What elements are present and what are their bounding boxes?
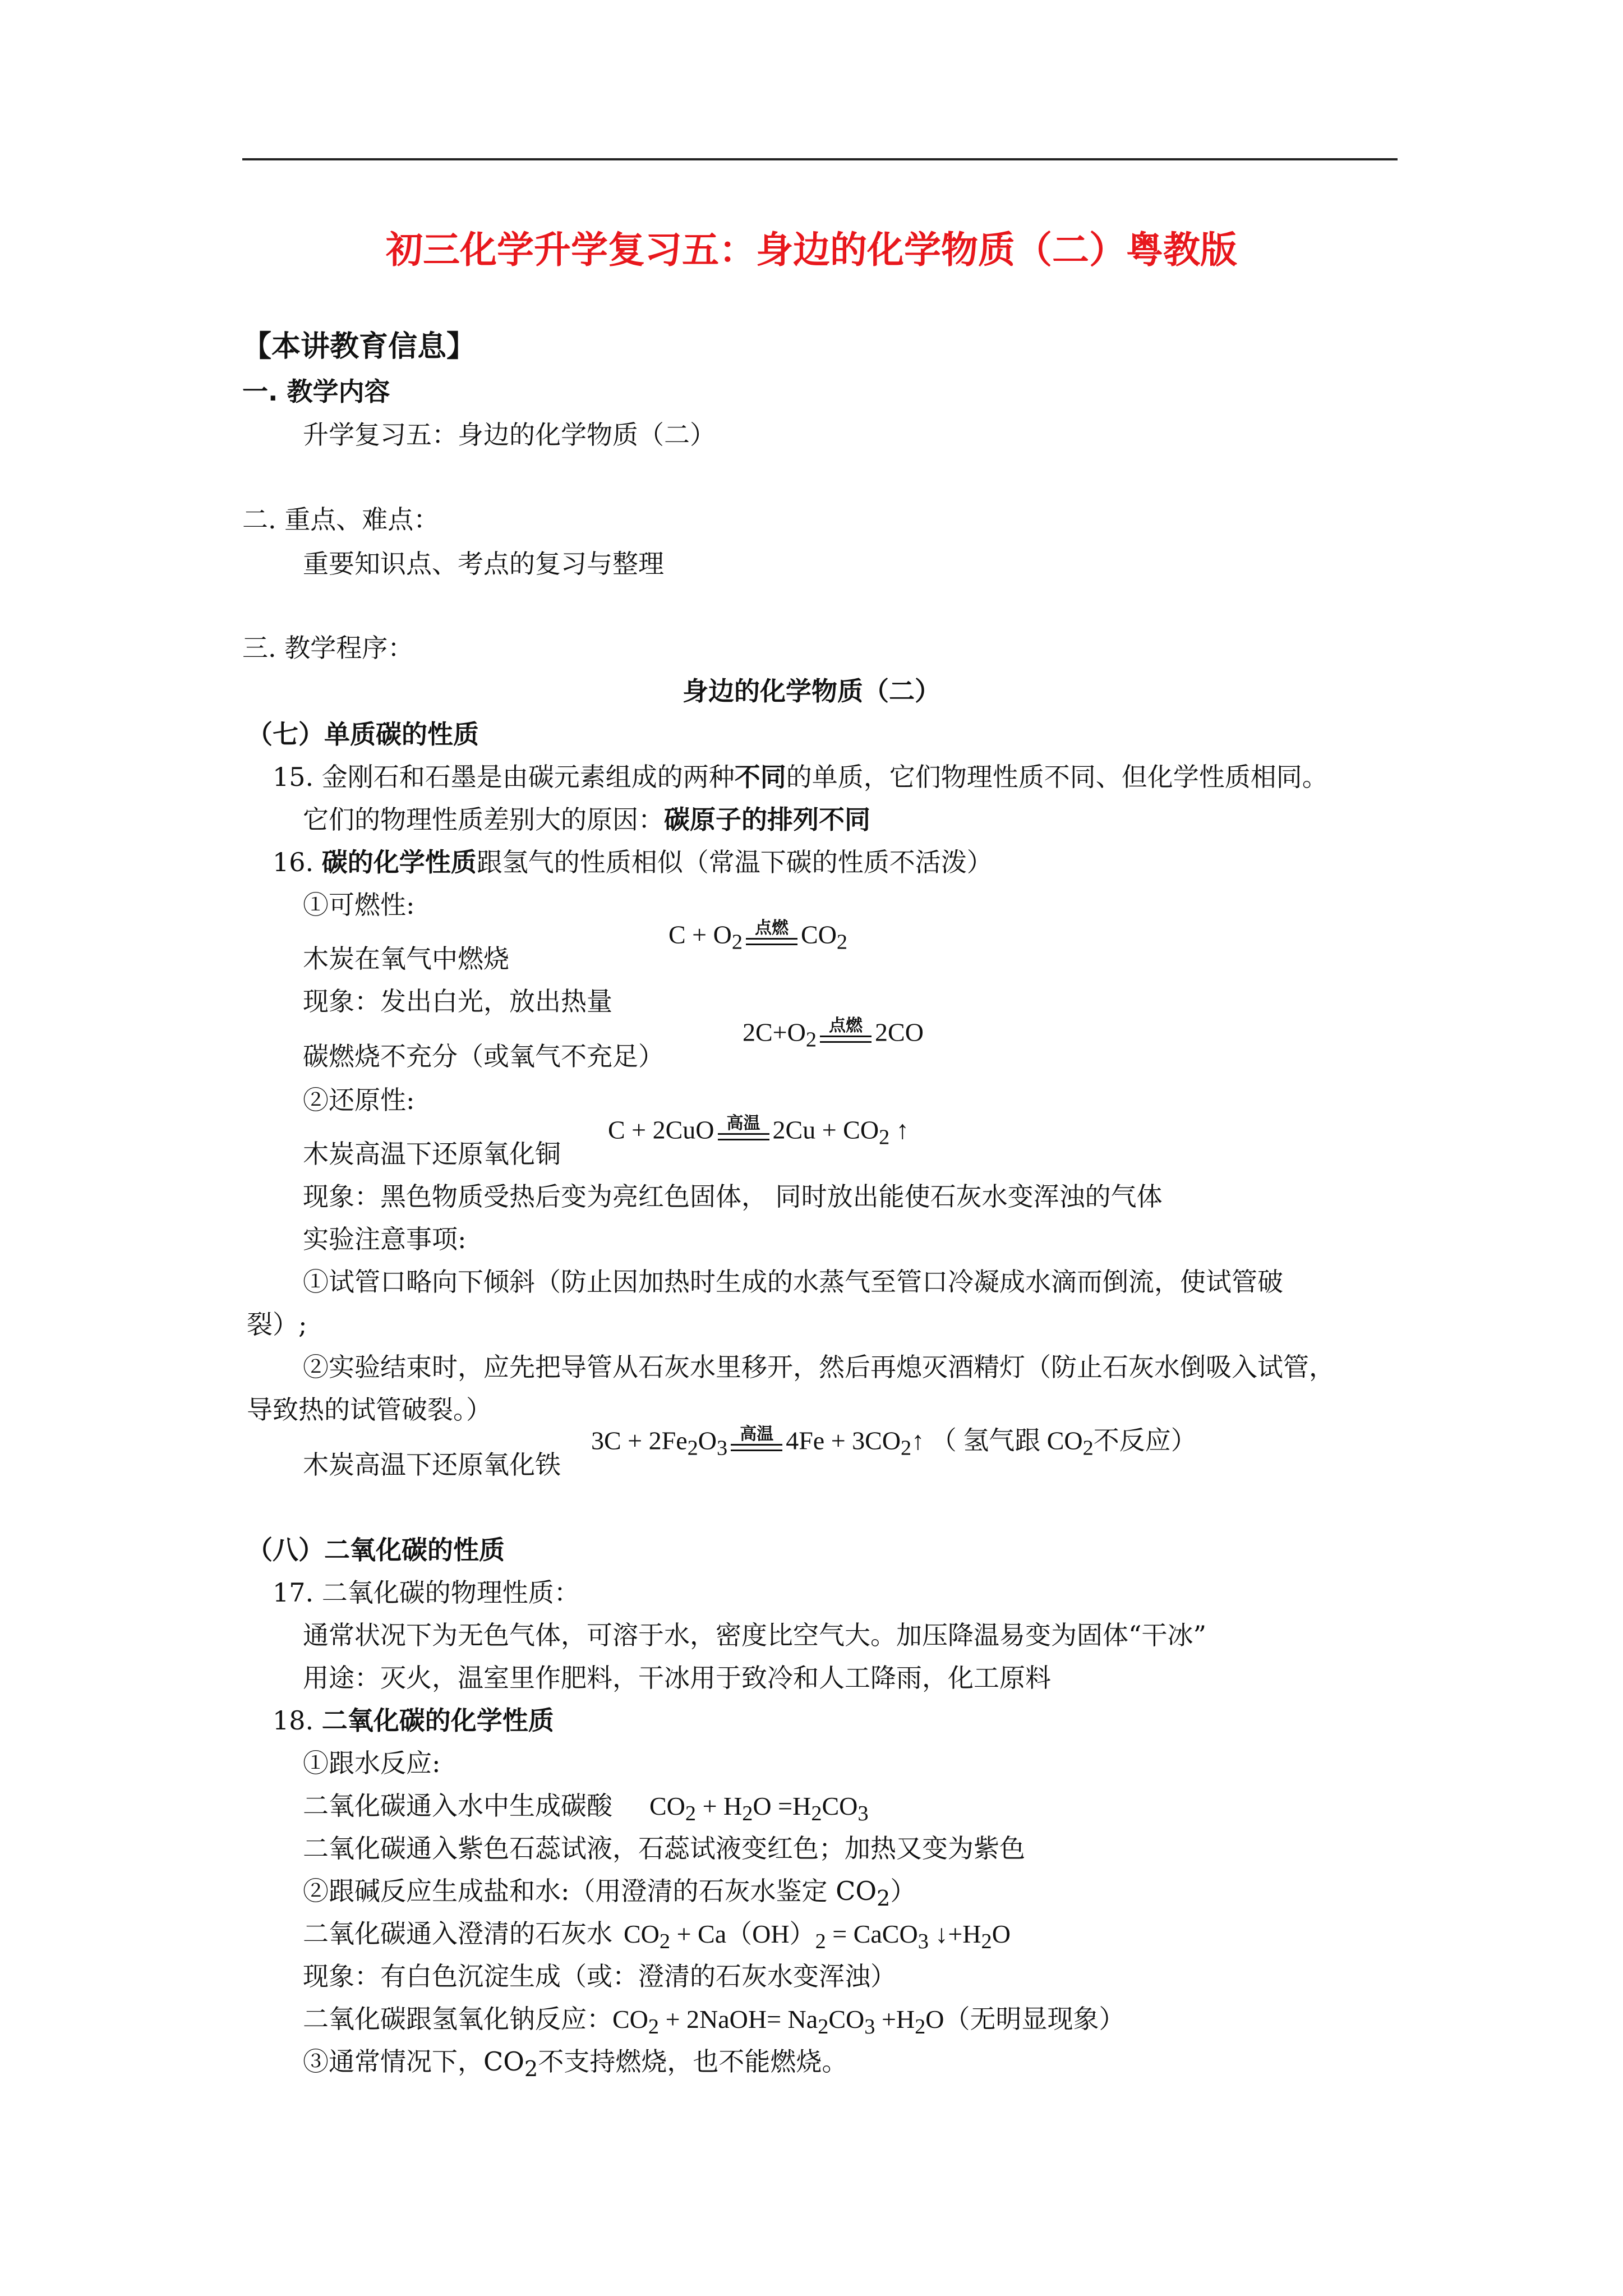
note-1-line1: ①试管口略向下倾斜（防止因加热时生成的水蒸气至管口冷凝成水滴而倒流，使试管破 [303, 1267, 1283, 1297]
r4-left-a: 3C + 2Fe [591, 1426, 688, 1455]
r1-right: CO [801, 920, 837, 949]
item-16-bold: 碳的化学性质 [321, 847, 477, 877]
n1-d: +H [875, 2005, 915, 2033]
section-header: 【本讲教育信息】 [242, 330, 476, 364]
n1-c: CO [828, 2005, 865, 2033]
note-1-line2: 裂）; [247, 1309, 307, 1340]
r1-equals [746, 938, 797, 945]
water-reaction-eq [649, 1792, 869, 1826]
n1-sub1: 2 [648, 2015, 660, 2039]
r4-note-sub: 2 [1082, 1436, 1094, 1460]
s1-text: 升学复习五：身边的化学物质（二） [303, 420, 716, 450]
note-2-line2: 导致热的试管破裂。） [247, 1395, 492, 1425]
item-16 [273, 849, 993, 875]
observation-3: 现象：有白色沉淀生成（或：澄清的石灰水变浑浊） [303, 1961, 896, 1991]
fire-line [303, 2046, 848, 2082]
item-15-text-a: 15. 金刚石和石墨是由碳元素组成的两种 [273, 762, 735, 792]
base-sub: 2 [877, 1886, 891, 1912]
reaction3-label: 木炭高温下还原氧化铜 [303, 1139, 561, 1169]
naoh-eq [612, 2005, 1125, 2039]
r2-right: 2CO [875, 1018, 924, 1047]
water-reaction-label: 二氧化碳通入水中生成碳酸 [303, 1791, 612, 1821]
r1-right-sub: 2 [836, 930, 848, 954]
r4-note-a: （ 氢气跟 CO [930, 1426, 1083, 1455]
base-label-b: ） [890, 1876, 916, 1906]
w1-sub4: 3 [857, 1802, 869, 1826]
w1-sub2: 2 [742, 1802, 753, 1826]
r1-sub: 2 [731, 930, 743, 954]
s1-heading: 一. 教学内容 [242, 376, 390, 407]
item-15-reason-bold: 碳原子的排列不同 [664, 804, 870, 835]
reaction1-label: 木炭在氧气中燃烧 [303, 944, 509, 974]
n1-b: + 2NaOH= Na [659, 2005, 818, 2033]
r4-note-b: 不反应） [1093, 1426, 1197, 1455]
r3-sub: 2 [879, 1125, 890, 1149]
r2-cond-text: 点燃 [829, 1016, 863, 1036]
r4-equals [731, 1444, 782, 1451]
l1-b: + Ca（OH） [670, 1920, 815, 1948]
r3-right: 2Cu + CO [772, 1115, 879, 1144]
r4-sub-2: 2 [687, 1436, 698, 1460]
s3-heading: 三. 教学程序： [242, 633, 414, 663]
w1-c: O =H [753, 1792, 811, 1820]
w1-sub1: 2 [685, 1802, 697, 1826]
l1-a: CO [624, 1920, 660, 1948]
r3-left: C + 2CuO [608, 1115, 714, 1144]
w1-b: + H [696, 1792, 743, 1820]
limewater-reaction [303, 1918, 1011, 1954]
base-label-a: ②跟碱反应生成盐和水:（用澄清的石灰水鉴定 CO [303, 1876, 877, 1906]
r3-gas-arrow: ↑ [896, 1115, 909, 1144]
r1-left: C + O [668, 920, 732, 949]
l1-e: O [992, 1920, 1011, 1948]
item-18 [273, 1705, 554, 1736]
r3-cond-text: 高温 [726, 1114, 760, 1133]
item-15-reason-text: 它们的物理性质差别大的原因： [303, 804, 664, 835]
n1-a: CO [612, 2005, 648, 2033]
r2-condition [820, 1018, 872, 1051]
item-16-text: 跟氢气的性质相似（常温下碳的性质不活泼） [476, 847, 993, 877]
page-title: 初三化学升学复习五：身边的化学物质（二）粤教版 [386, 228, 1237, 272]
r4-left-b: O [698, 1426, 717, 1455]
water-label: ①跟水反应: [303, 1748, 441, 1778]
part7-heading: （七）单质碳的性质 [247, 719, 479, 749]
part8-heading: （八）二氧化碳的性质 [247, 1535, 505, 1565]
n1-e: O（无明显现象） [925, 2005, 1125, 2033]
water-reaction [303, 1793, 869, 1825]
l1-c: = CaCO [826, 1920, 918, 1948]
r2-left: 2C+O [743, 1018, 806, 1047]
litmus-line: 二氧化碳通入紫色石蕊试液，石蕊试液变红色；加热又变为紫色 [303, 1833, 1025, 1864]
section-subtitle: 身边的化学物质（二） [683, 676, 940, 706]
w1-d: CO [822, 1792, 858, 1820]
naoh-label: 二氧化碳跟氢氧化钠反应： [303, 2004, 612, 2034]
naoh-reaction [303, 2006, 1125, 2038]
observation-1: 现象：发出白光，放出热量 [303, 986, 612, 1016]
item-18-num: 18. [273, 1705, 322, 1736]
limewater-eq [624, 1920, 1011, 1954]
experiment-notes: 实验注意事项: [303, 1224, 467, 1254]
item-17-line1: 通常状况下为无色气体，可溶于水，密度比空气大。加压降温易变为固体“干冰” [303, 1620, 1207, 1650]
r2-sub: 2 [805, 1028, 817, 1052]
r4-sub-3: 3 [717, 1436, 728, 1460]
item-16-num: 16. [273, 847, 322, 877]
fire-b: 不支持燃烧，也不能燃烧。 [538, 2046, 848, 2077]
item-17-line2: 用途：灭火，温室里作肥料，干冰用于致冷和人工降雨，化工原料 [303, 1663, 1051, 1693]
flammable-label: ①可燃性: [303, 890, 415, 920]
item-17: 17. 二氧化碳的物理性质： [273, 1577, 580, 1608]
limewater-label: 二氧化碳通入澄清的石灰水 [303, 1918, 612, 1949]
reaction1-equation [668, 920, 847, 953]
w1-a: CO [649, 1792, 685, 1820]
n1-sub3: 3 [864, 2015, 875, 2039]
fire-sub: 2 [524, 2056, 538, 2082]
r1-cond-text: 点燃 [755, 918, 789, 938]
reducing-label: ②还原性: [303, 1085, 415, 1115]
r4-cond-text: 高温 [740, 1424, 774, 1444]
item-15-text-c: 的单质，它们物理性质不同、但化学性质相同。 [786, 762, 1328, 792]
r3-equals [718, 1133, 769, 1140]
w1-sub3: 2 [811, 1802, 822, 1826]
s2-text: 重要知识点、考点的复习与整理 [303, 549, 664, 579]
l1-sub2: 2 [815, 1930, 826, 1954]
l1-d: ↓+H [935, 1920, 981, 1948]
n1-sub4: 2 [915, 2015, 926, 2039]
item-18-bold: 二氧化碳的化学性质 [321, 1705, 554, 1736]
n1-sub2: 2 [818, 2015, 829, 2039]
l1-sub4: 2 [981, 1930, 992, 1954]
s2-heading: 二. 重点、难点： [242, 504, 440, 535]
base-label [303, 1878, 916, 1910]
reaction2-label: 碳燃烧不充分（或氧气不充足） [303, 1041, 664, 1071]
fire-a: ③通常情况下，CO [303, 2046, 524, 2077]
reaction3-equation [608, 1115, 909, 1148]
r4-right: 4Fe + 3CO [786, 1426, 901, 1455]
r2-equals [820, 1036, 872, 1043]
reaction4-label: 木炭高温下还原氧化铁 [303, 1450, 561, 1480]
item-15-reason [303, 804, 870, 835]
note-2-line1: ②实验结束时，应先把导管从石灰水里移开，然后再熄灭酒精灯（防止石灰水倒吸入试管， [303, 1352, 1335, 1382]
reaction4-equation [591, 1426, 1197, 1459]
l1-sub1: 2 [659, 1930, 671, 1954]
l1-sub3: 3 [917, 1930, 929, 1954]
header-rule [242, 158, 1398, 160]
r4-condition [731, 1426, 782, 1459]
r4-gas-arrow: ↑ [911, 1426, 925, 1455]
r1-condition [746, 920, 797, 953]
item-15 [273, 764, 1328, 790]
item-15-bold: 不同 [734, 762, 786, 792]
r3-condition [718, 1115, 769, 1148]
r4-right-sub: 2 [901, 1436, 912, 1460]
reaction2-equation [743, 1018, 924, 1051]
observation-2: 现象：黑色物质受热后变为亮红色固体， 同时放出能使石灰水变浑浊的气体 [303, 1181, 1163, 1212]
